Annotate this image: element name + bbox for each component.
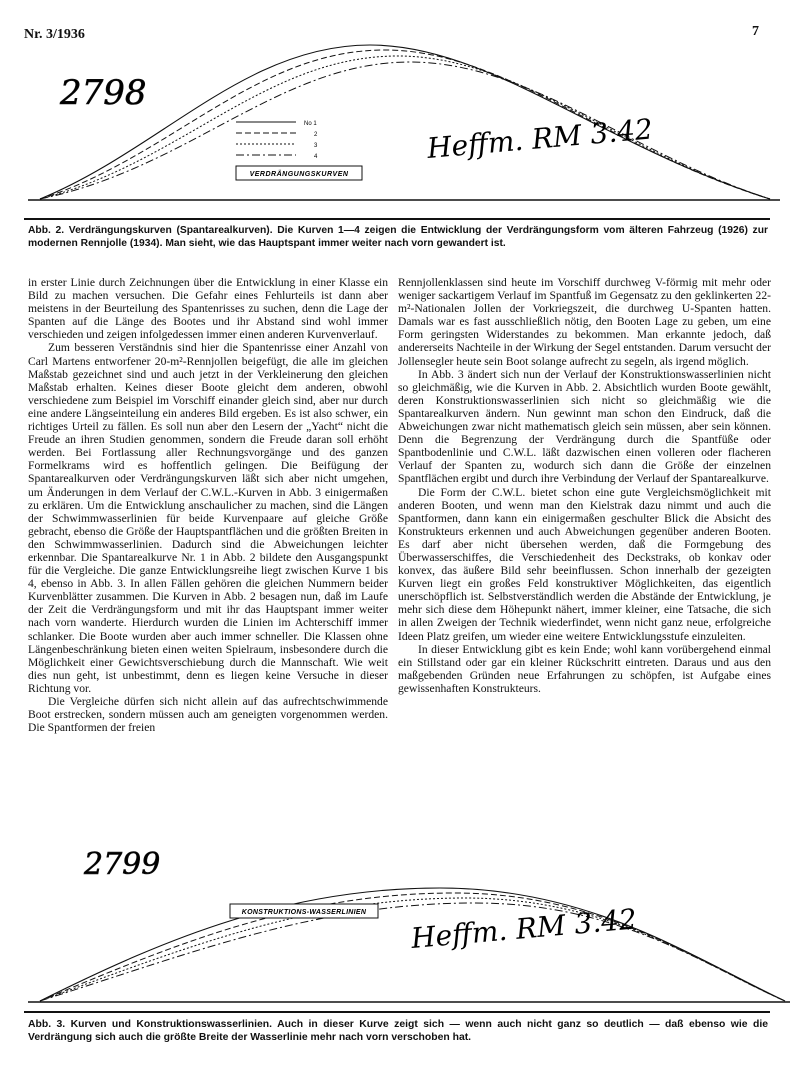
figure2-handwritten-number: 2799 [84,847,161,882]
legend-label-4: 4 [314,154,318,160]
issue-number: Nr. 3/1936 [24,27,85,42]
figure1-banner: VERDRÄNGUNGSKURVEN [249,171,349,178]
paragraph: In dieser Entwicklung gibt es kein Ende; wohl kann vorübergehend einmal ein Stillstand oder gar ein kleiner Rückschritt eintreten. Daraus und aus den maßgebenden Gründen neue Erfahrungen zu schöpfen, ist Aufgabe eines gewissenhaften Konstrukteurs. [398,642,771,695]
legend-label-1: No 1 [304,121,317,127]
body-column-left [28,276,388,734]
figure1-divider [24,218,770,220]
figure2-divider [24,1011,770,1013]
page-number: 7 [752,24,759,39]
figure1-signature: Heffm. RM 3.42 [425,112,654,165]
figure2-signature: Heffm. RM 3.42 [409,902,638,955]
figure2-banner: KONSTRUKTIONS-WASSERLINIEN [241,909,367,916]
paragraph: Die Vergleiche dürfen sich nicht allein auf das aufrechtschwimmende Boot erstrecken, sondern müssen auch am geneigten vorgenommen werden. Die Spantformen der freien [28,695,388,735]
paragraph: Die Form der C.W.L. bietet schon eine gute Vergleichsmöglichkeit mit anderen Booten, und wenn man den Kielstrak dazu nimmt und auch die Spantformen, dann kann ein einigermaßen geschulter Blick die Absicht des Konstrukteurs erkennen und auch Abweichungen gegenüber anderen Booten. Es darf aber nicht übersehen werden, daß die Formgebung des Überwasserschiffes, die Verschiedenheit des Deckstraks, ob konkav oder konvex, das äußere Bild sehr beeinflussen. Schon innerhalb der gezeigten Kurven liegt ein großes Feld konstruktiver Möglichkeiten, das eigentlich unerschöpflich ist. Selbstverständlich werden die Abstände der Entwicklung, je mehr sich diese dem Höhepunkt nähert, immer kleiner, eine Tatsache, die sich in allen Zweigen der Technik wiederfindet, wenn nicht ganz neue, erfolgreiche Ideen Platz greifen, um wieder eine weitere Entwicklungsstufe einzuleiten. [398,485,771,643]
figure1-caption: Abb. 2. Verdrängungskurven (Spantarealkurven). Die Kurven 1—4 zeigen die Entwicklung der Verdrängungsform vom älteren Fahrzeug (1926) zur modernen Rennjolle (1934). Man sieht, wie das Hauptspant immer weiter nach vorn gewandert ist. [28,225,768,249]
legend-label-3: 3 [314,143,318,149]
figure2-caption: Abb. 3. Kurven und Konstruktionswasserlinien. Auch in dieser Kurve zeigt sich — wenn auch nicht ganz so deutlich — daß ebenso wie die Verdrängung sich auch die größte Breite der Wasserlinie mehr nach vorn verschoben hat. [28,1019,768,1043]
figure-waterline-curves [0,836,799,1012]
figure1-handwritten-number: 2798 [60,73,147,113]
waterline-curves-drawing [0,836,799,1012]
paragraph: Zum besseren Verständnis sind hier die Spantenrisse einer Anzahl von Carl Martens entworfener 20-m²-Rennjollen beigefügt, die alle im gleichen Maßstab gezeichnet sind und auch jetzt in der Verkleinerung den gleichen Maßstab erhalten. Keines dieser Boote gleicht dem anderen, obwohl verschiedene zum Beispiel im Vorschiff einander gleich sind, aber nur durch eine andere Längseinteilung ein anderes Bild ergeben. Es ist also schwer, ein richtiges Urteil zu fällen. Es soll nun aber den Lesern der „Yacht“ nicht die Freude an ihren Studien genommen, sondern die Freude daran soll erhöht werden. Bei Fortlassung aller Rechnungsvorgänge und des ganzen Formelkrams wird es hoffentlich gelingen. Die Beifügung der Spantarealkurven oder Verdrängungskurven läßt sich aber nicht umgehen, um Änderungen in dem Verlauf der C.W.L.-Kurven in Abb. 3 einigermaßen zu erklären. Um die Entwicklung anschaulicher zu machen, sind die Längen der Schwimmwasserlinien für beide Kurvenpaare auf gleiche Größe gebracht, ebenso die Größe der Hauptspantflächen und die größten Breiten in den Schwimmwasserlinien. Dadurch sind die Abweichungen leichter erkennbar. Die Spantarealkurve Nr. 1 in Abb. 2 bildete den Ausgangspunkt für die Vergleiche. Die ganze Entwicklungsreihe liegt zwischen Kurve 1 bis 4, ebenso in Abb. 3. In allen Fällen gehören die gleichen Nummern beider Kurvenblätter zusammen. Die Kurven in Abb. 2 besagen nun, daß im Laufe der Zeit die Verdrängungsform und mit ihr das Hauptspant immer weiter nach vorn wanderte. Hierdurch wurden die Linien im Achterschiff immer schlanker. Die Boote wurden aber auch immer schneller. Die Klassen ohne Längenbeschränkung bieten einen weiten Spielraum, insbesondere durch die Möglichkeit einer Gewichtsverschiebung durch die Mannschaft. Wie weit dies nun geht, ist unbestimmt, denn es liegen keine Versuche in dieser Richtung vor. [28,341,388,695]
displacement-curves-drawing [0,40,799,222]
paragraph: in erster Linie durch Zeichnungen über die Entwicklung in einer Klasse ein Bild zu machen versuchen. Die Gefahr eines Fehlurteils ist dann aber meistens in der Beurteilung des Spantenrisses zu suchen, denn die Lage der Spanten auf die Länge des Bootes und ihr Abstand sind wohl immer verschieden und zeigen infolgedessen immer einen anderen Kurvenverlauf. [28,276,388,342]
figure-displacement-curves [0,40,799,222]
paragraph: In Abb. 3 ändert sich nun der Verlauf der Konstruktionswasserlinien nicht so gleichmäßig, wie die Kurven in Abb. 2. Absichtlich wurden Boote gewählt, deren Konstruktionswasserlinien sich nicht so gleichmäßig wie die Spantarealkurven ändern. Nun gewinnt man schon den Eindruck, daß die Abweichungen zwar nicht mathematisch gleich sein müssen, aber sein können. Denn die Begrenzung der Verdrängung durch die Spantfüße oder Spantbodenlinie und C.W.L. läßt dazwischen einen volleren oder flacheren Verlauf der Spanten zu, wodurch sich dann die Größe der einzelnen Spantflächen ergibt und durch ihre Verbindung der Verlauf der Spantarealkurve. [398,367,771,486]
paragraph: Rennjollenklassen sind heute im Vorschiff durchweg V-förmig mit mehr oder weniger sackartigem Verlauf im Spantfuß im Gegensatz zu den geklinkerten 22-m²-Nationalen Jollen der Vorkriegszeit, die durchweg U-Spanten hatten. Damals war es fast ausschließlich nötig, den Booten Lage zu geben, um eine Form geringsten Widerstandes zu bekommen. Man erkannte jedoch, daß andererseits Nachteile in der Wirkung der Segel entstanden. Darum versucht der Jollensegler heute sein Boot solange aufrecht zu segeln, als irgend möglich. [398,276,771,368]
body-column-right [398,276,771,695]
legend-label-2: 2 [314,132,318,138]
